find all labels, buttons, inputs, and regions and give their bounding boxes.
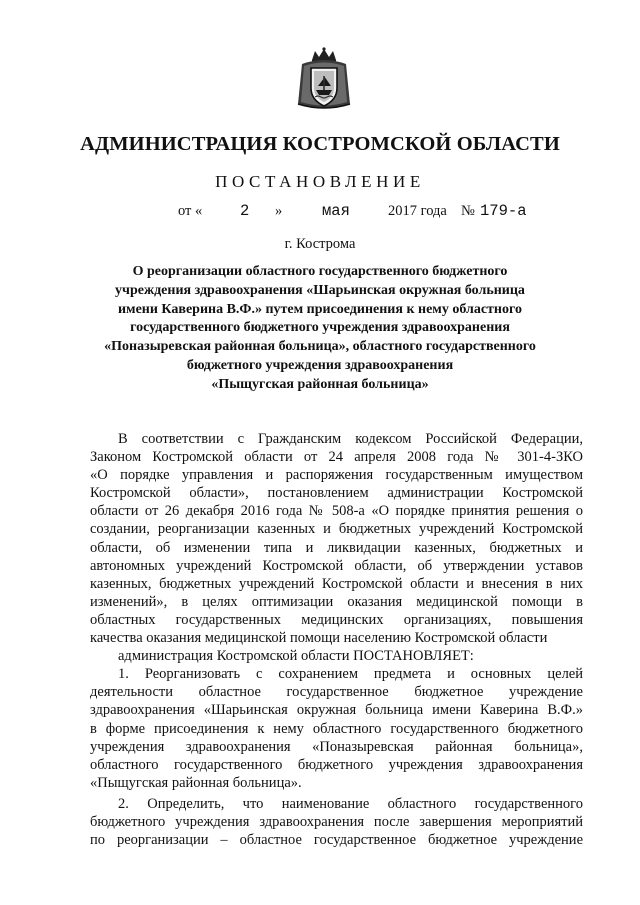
body-line: Костромской области», постановлением администрации Костромской	[90, 485, 583, 502]
body-line: по реорганизации – областное государственное бюджетное учреждение	[90, 832, 583, 849]
preamble-paragraph	[90, 430, 583, 647]
body-line: администрация Костромской области ПОСТАНОВЛЯЕТ:	[118, 648, 474, 665]
clause-1-paragraph	[90, 665, 583, 792]
resolution-paragraph	[90, 647, 583, 665]
title-line: государственного бюджетного учреждения здравоохранения	[130, 320, 510, 336]
body-line: области от 26 декабря 2016 года № 508-а «О порядке принятия решения о	[90, 503, 583, 520]
title-line: учреждения здравоохранения «Шарьинская окружная больница	[115, 282, 525, 298]
body-line: Законом Костромской области от 24 апреля 2008 года № 301-4-ЗКО	[90, 449, 583, 466]
document-date-line	[0, 203, 640, 227]
title-line: «Пыщугская районная больница»	[211, 376, 429, 392]
body-line: казенных, бюджетных учреждений Костромской области и внесения в них	[90, 575, 583, 592]
body-line: учреждения здравоохранения «Поназыревская районная больница»,	[90, 738, 583, 755]
date-prefix: от «	[178, 203, 203, 219]
date-year: 2017 года	[388, 203, 447, 219]
body-line: областных государственных медицинских организациях, повышения	[90, 611, 583, 628]
body-line: в форме присоединения к нему областного государственного бюджетного	[90, 720, 583, 737]
title-line: имени Каверина В.Ф.» путем присоединения к нему областного	[117, 301, 523, 317]
body-line: «О порядке управления и распоряжения государственным имуществом	[90, 467, 583, 484]
body-line: 2. Определить, что наименование областного государственного	[118, 795, 583, 812]
body-line: В соответствии с Гражданским кодексом Российской Федерации,	[118, 431, 583, 447]
body-line: бюджетного учреждения здравоохранения после завершения мероприятий	[90, 813, 583, 830]
document-title	[60, 263, 580, 395]
body-line: изменений», в целях оптимизации оказания медицинской помощи в	[90, 593, 583, 610]
body-line: областного государственного бюджетного учреждения здравоохранения	[90, 756, 583, 773]
document-number: 179-а	[480, 202, 527, 220]
body-line: автономных учреждений Костромской области, об утверждении уставов	[90, 557, 583, 574]
document-type: ПОСТАНОВЛЕНИЕ	[215, 172, 425, 191]
date-day-close: »	[275, 203, 283, 219]
number-sign: №	[461, 203, 475, 219]
body-line: области, об изменении типа и ликвидации казенных, бюджетных и	[90, 539, 583, 556]
title-line: бюджетного учреждения здравоохранения	[186, 357, 454, 373]
clause-2-paragraph	[90, 795, 583, 849]
body-line: создании, реорганизации казенных и бюджетных учреждений Костромской	[90, 521, 583, 538]
document-body	[90, 430, 583, 849]
date-month: мая	[322, 202, 350, 220]
title-line: О реорганизации областного государственного бюджетного	[132, 264, 508, 279]
issue-city: г. Кострома	[284, 236, 356, 252]
issuing-authority: АДМИНИСТРАЦИЯ КОСТРОМСКОЙ ОБЛАСТИ	[80, 133, 560, 155]
title-line: «Поназыревская районная больница», областного государственного	[104, 339, 536, 355]
body-line: деятельности областное государственное бюджетное учреждение	[90, 684, 583, 701]
body-line: здравоохранения «Шарьинская окружная больница имени Каверина В.Ф.»	[90, 702, 583, 719]
coat-of-arms-emblem	[294, 46, 354, 114]
body-line: 1. Реорганизовать с сохранением предмета и основных целей	[118, 666, 583, 683]
body-line: «Пыщугская районная больница».	[90, 774, 302, 791]
date-day: 2	[240, 202, 250, 220]
body-line: качества оказания медицинской помощи населению Костромской области	[90, 630, 548, 647]
